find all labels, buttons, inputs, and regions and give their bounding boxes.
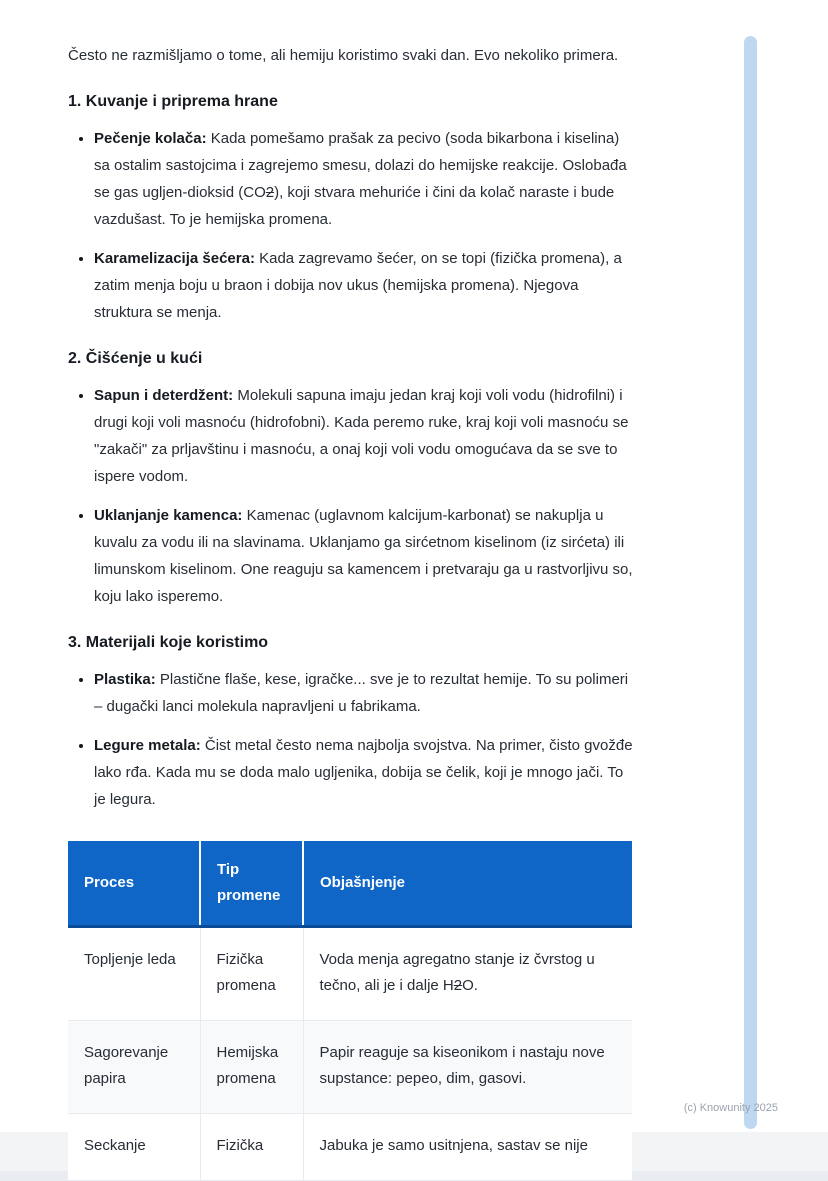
list-item (94, 245, 635, 326)
table-cell-tip: Hemijska promena (200, 1021, 303, 1114)
table-cell-proces: Topljenje leda (68, 927, 200, 1021)
list-item (94, 382, 635, 490)
bullet-text: ), koji stvara mehuriće i čini da kolač naraste i bude vazdušast. To je hemijska promena. (94, 184, 615, 228)
bullet-text: Plastične flaše, kese, igračke... sve je to rezultat hemije. To su polimeri – dugački lanci molekula napravljeni u fabrikama. (94, 671, 629, 715)
table-row (68, 1021, 632, 1114)
cell-text: Voda menja agregatno stanje iz čvrstog u tečno, ali je i dalje H (319, 951, 595, 994)
table-cell-tip: Fizička promena (200, 927, 303, 1021)
table-row (68, 927, 632, 1021)
bullet-label: Legure metala: (94, 737, 201, 754)
bullet-label: Uklanjanje kamenca: (94, 507, 243, 524)
table-cell-proces: Sagorevanje papira (68, 1021, 200, 1114)
bullet-list-materials (68, 666, 635, 813)
cell-text: O. (462, 977, 478, 994)
copyright-watermark: (c) Knowunity 2025 (683, 1102, 778, 1114)
bullet-list-cooking (68, 125, 635, 326)
table-header-row (68, 841, 632, 927)
bullet-text: Kada zagrevamo šećer, on se topi (fizička promena), a zatim menja boju u braon i dobija nov ukus (hemijska promena). Njegova struktura se menja. (94, 250, 622, 321)
list-item (94, 732, 635, 813)
struck-subscript: 2 (453, 977, 463, 994)
bullet-label: Karamelizacija šećera: (94, 250, 255, 267)
bullet-text: Čist metal često nema najbolja svojstva. Na primer, čisto gvožđe lako rđa. Kada mu se doda malo ugljenika, dobija se čelik, koji je mnogo jači. To je legura. (94, 737, 633, 808)
table-cell-proces: Seckanje (68, 1114, 200, 1181)
table-row (68, 1114, 632, 1181)
bullet-text: Kada pomešamo prašak za pecivo (soda bikarbona i kiselina) sa ostalim sastojcima i zagrejemo smesu, dolazi do hemijske reakcije. Oslobađa se gas ugljen-dioksid (CO (94, 130, 627, 201)
bullet-list-cleaning (68, 382, 635, 610)
table-cell-objasnjenje: Papir reaguje sa kiseonikom i nastaju nove supstance: pepeo, dim, gasovi. (303, 1021, 632, 1114)
table-cell-objasnjenje: Jabuka je samo usitnjena, sastav se nije (303, 1114, 632, 1181)
table-header-objasnjenje: Objašnjenje (303, 841, 632, 927)
table-header-proces: Proces (68, 841, 200, 927)
bullet-text: Kamenac (uglavnom kalcijum-karbonat) se nakuplja u kuvalu za vodu ili na slavinama. Uklanjamo ga sirćetnom kiselinom (iz sirćeta) ili limunskom kiselinom. One reaguju sa kamencem i pretvaraju ga u rastvorljivu so, koju lako isperemo. (94, 507, 633, 605)
list-item (94, 502, 635, 610)
table-cell-tip: Fizička (200, 1114, 303, 1181)
table-header-tip-promene: Tip promene (200, 841, 303, 927)
section-heading-cooking: 1. Kuvanje i priprema hrane (68, 93, 278, 110)
intro-paragraph: Često ne razmišljamo o tome, ali hemiju koristimo svaki dan. Evo nekoliko primera. (68, 47, 619, 64)
list-item (94, 125, 635, 233)
scrollbar-thumb[interactable] (744, 36, 757, 1129)
bullet-label: Plastika: (94, 671, 156, 688)
bullet-label: Pečenje kolača: (94, 130, 207, 147)
section-heading-cleaning: 2. Čišćenje u kući (68, 350, 203, 367)
list-item (94, 666, 635, 720)
bullet-text: Molekuli sapuna imaju jedan kraj koji voli vodu (hidrofilni) i drugi koji voli masnoću (hidrofobni). Kada peremo ruke, kraj koji voli masnoću se "zakači" za prljavštinu i masnoću, a onaj koji voli vodu omogućava da se sve to ispere vodom. (94, 387, 629, 485)
struck-subscript: 2 (265, 184, 275, 201)
table-cell-objasnjenje (303, 927, 632, 1021)
section-heading-materials: 3. Materijali koje koristimo (68, 634, 269, 651)
process-table (68, 841, 632, 1181)
bullet-label: Sapun i deterdžent: (94, 387, 234, 404)
